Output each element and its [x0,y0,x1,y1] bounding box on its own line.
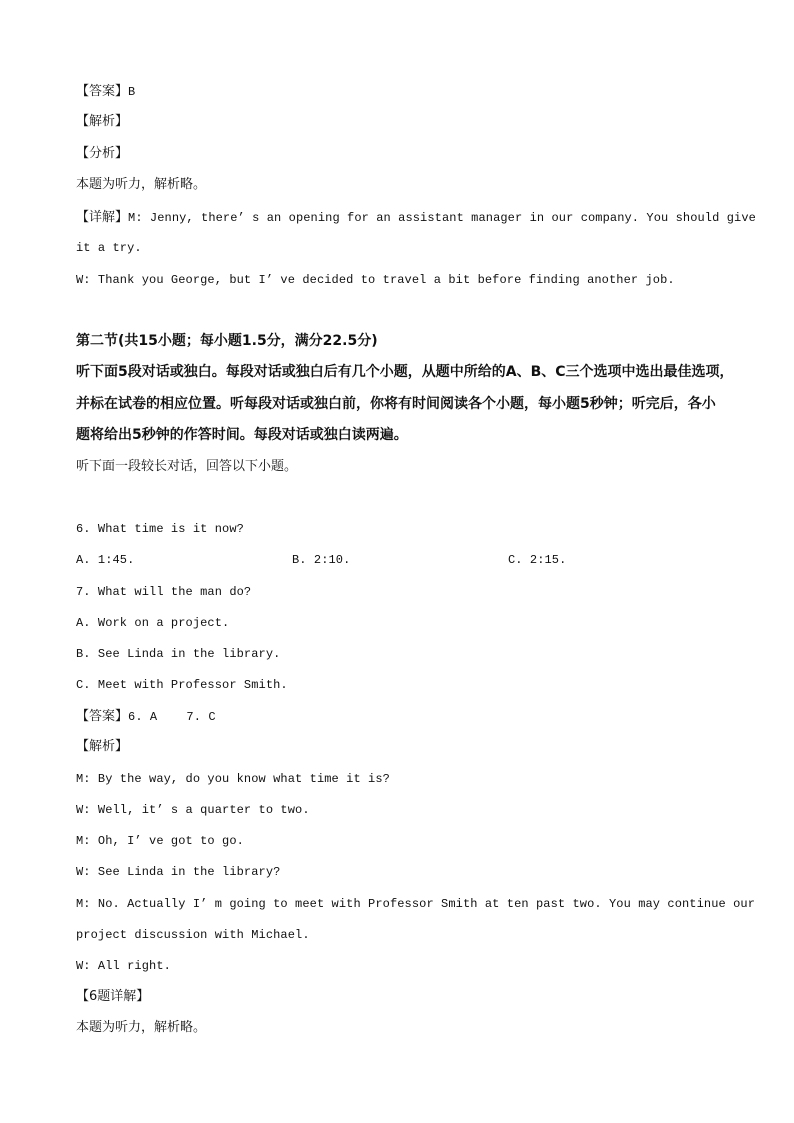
dialogue-line-3: M: Oh, I’ ve got to go. [76,834,244,848]
q6-listening-note: 本题为听力，解析略。 [76,1020,207,1035]
analysis-label-2: 【解析】 [76,739,129,754]
dialogue-intro: 听下面一段较长对话，回答以下小题。 [76,459,298,474]
instruction-line-1: 听下面5段对话或独白。每段对话或独白后有几个小题，从题中所给的A、B、C三个选项中选出最佳选项， [76,364,734,380]
q6-option-b: B. 2:10. [292,553,351,567]
dialogue-line-6: project discussion with Michael. [76,928,310,942]
section-heading: 第二节(共15小题；每小题1.5分，满分22.5分) [76,333,378,349]
answer-label-2: 【答案】 [76,709,129,724]
instruction-line-2: 并标在试卷的相应位置。听每段对话或独白前，你将有时间阅读各个小题，每小题5秒钟；听完后，各小 [76,396,716,412]
detail-label: 【详解】 [76,210,129,225]
answer-value: B [128,85,136,99]
q7-option-b: B. See Linda in the library. [76,647,281,661]
instruction-line-3: 题将给出5秒钟的作答时间。每段对话或独白读两遍。 [76,427,408,443]
dialogue-line-1: M: By the way, do you know what time it is? [76,772,390,786]
fenxi-label: 【分析】 [76,146,129,161]
listening-note: 本题为听力，解析略。 [76,177,207,192]
detail-line-2: it a try. [76,241,142,255]
dialogue-line-2: W: Well, it’ s a quarter to two. [76,803,310,817]
answer-line-2 [76,708,216,725]
detail-text: M: Jenny, there’ s an opening for an assistant manager in our company. You should give [128,211,756,225]
q6-option-a: A. 1:45. [76,553,135,567]
detail-line-1 [76,209,756,226]
dialogue-line-7: W: All right. [76,959,171,973]
answer-value-2: 6. A 7. C [128,710,216,724]
q7-option-a: A. Work on a project. [76,616,230,630]
question-6: 6. What time is it now? [76,522,244,536]
question-7: 7. What will the man do? [76,585,252,599]
answer-line-1 [76,83,135,100]
q6-detail-label: 【6题详解】 [76,989,150,1004]
q7-option-c: C. Meet with Professor Smith. [76,678,288,692]
dialogue-line-4: W: See Linda in the library? [76,865,281,879]
detail-line-3: W: Thank you George, but I’ ve decided to travel a bit before finding another job. [76,273,675,287]
q6-option-c: C. 2:15. [508,553,567,567]
dialogue-line-5: M: No. Actually I’ m going to meet with Professor Smith at ten past two. You may continue our [76,897,756,911]
answer-label: 【答案】 [76,84,129,99]
analysis-label: 【解析】 [76,114,129,129]
